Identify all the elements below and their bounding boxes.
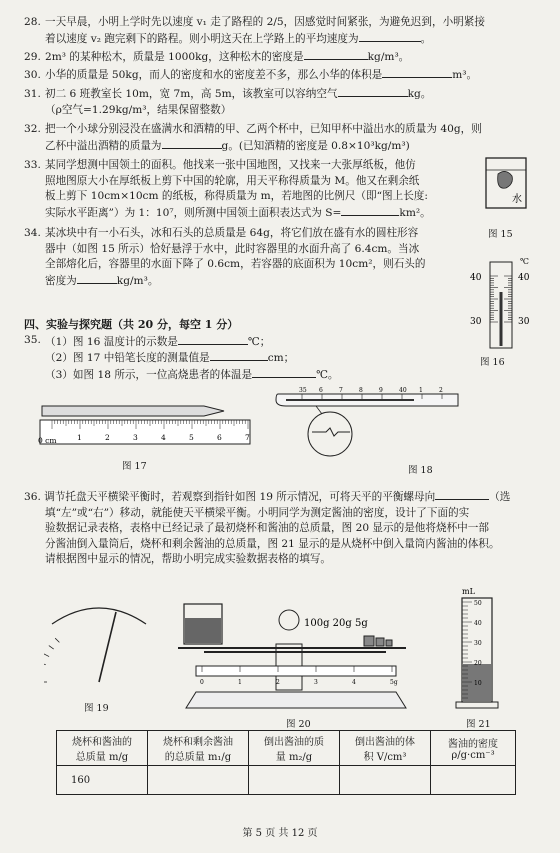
- figure-18-clinical-thermometer: [272, 384, 462, 460]
- tick-label-40-right: 40: [518, 273, 530, 283]
- weight-20g: [376, 638, 384, 646]
- table-cell: 160: [57, 766, 148, 795]
- clinical-tick-label: 9: [379, 387, 383, 394]
- question-28: 28. 一天早晨，小明上学时先以速度 v₁ 走了路程的 2/5，因感觉时间紧张，为避免迟到，小明紧接 着以速度 v₂ 跑完剩下的路程。则小明这天在上学路上的平均速度为 。: [24, 16, 485, 45]
- question-33: 33. 某同学想测中国领土的面积。他找来一张中国地图，又找来一大张厚纸板，他仿 照地图原大小在厚纸板上剪下中国的轮廓，用天平称得质量为 M。他又在剩余纸 板上剪下 10cm×10cm 的纸板，称得质量为 m，若地图的比例尺（即“图上长度: 实际水平距离”）为 1：10⁷，则所测中国领土面积表达式为 S= km²。: [24, 159, 431, 219]
- question-32: 32. 把一个小球分别浸没在盛满水和酒精的甲、乙两个杯中，已知甲杯中溢出水的质量为 40g，则 乙杯中溢出酒精的质量为 g。(已知酒精的密度是 0.8×10³kg/m³): [24, 123, 482, 152]
- ruler-tick-label: 5: [189, 433, 194, 442]
- answer-blank[interactable]: [382, 67, 452, 78]
- question-35: 35. （1）图 16 温度计的示数是 ℃； （2）图 17 中铅笔长度的测量值是 cm； （3）如图 18 所示，一位高烧患者的体温是 ℃。: [24, 334, 339, 381]
- ruler-tick-label: 3: [133, 433, 138, 442]
- clinical-tick-label: 2: [439, 387, 443, 394]
- ruler-zero-label: 0 cm: [38, 436, 57, 445]
- balance-tick-label: 4: [352, 679, 356, 686]
- answer-blank[interactable]: [210, 350, 268, 361]
- answer-blank[interactable]: [77, 273, 117, 284]
- ice-block: [498, 171, 513, 188]
- soy-sauce-in-beaker: [185, 618, 221, 643]
- table-header-cell: 倒出酱油的体 积 V/cm³: [340, 731, 431, 766]
- balance-tick-label: 0: [200, 679, 204, 686]
- balance-tick-label: 3: [314, 679, 318, 686]
- dial-tick: [44, 663, 46, 665]
- figure-15-beaker: [476, 150, 540, 232]
- water-label: 水: [512, 194, 522, 205]
- figure-16-thermometer: [462, 254, 546, 354]
- figure-19-caption: 图 19: [84, 703, 109, 714]
- answer-blank[interactable]: [252, 367, 316, 378]
- table-cell[interactable]: [148, 766, 249, 795]
- cylinder-tick-label: 50: [474, 600, 482, 607]
- clinical-tick-label: 8: [359, 387, 363, 394]
- figure-20-caption: 图 20: [286, 719, 311, 730]
- ruler-tick-label: 7: [245, 433, 250, 442]
- figure-17-caption: 图 17: [122, 461, 147, 472]
- table-header-cell: 倒出酱油的质 量 m₂/g: [249, 731, 340, 766]
- answer-blank[interactable]: [341, 205, 399, 216]
- question-34: 34. 某冰块中有一小石头，冰和石头的总质量是 64g，将它们放在盛有水的圆柱形容 器中（如图 15 所示）恰好悬浮于水中，此时容器里的水面升高了 6.4cm。当冰 全部熔化后，容器里的水面下降了 0.6cm，若容器的底面积为 10cm²，则石头的 密度为 kg/m³。: [24, 227, 426, 287]
- thermometer-unit: ℃: [520, 257, 529, 266]
- ruler-tick-label: 4: [161, 433, 166, 442]
- question-36: 36. 调节托盘天平横梁平衡时，若观察到指针如图 19 所示情况，可将天平的平衡螺母向 （选 填“左”或“右”）移动，就能使天平横梁平衡。小明同学为测定酱油的密度，设计了下面的实 验数据记录表格，表格中已经记录了最初烧杯和酱油的总质量，图 20 显示的是他将烧杯中一部 分酱油倒入量筒后，烧杯和剩余酱油的总质量，图 21 显示的是从烧杯中倒入量筒内酱油的体积。 请根据图中显示的情况，帮助小明完成实验数据表格的填写。: [24, 491, 511, 565]
- ruler-tick-label: 2: [105, 433, 110, 442]
- figure-21-caption: 图 21: [466, 719, 491, 730]
- tick-label-30-left: 30: [470, 317, 482, 327]
- cylinder-unit: mL: [462, 587, 475, 596]
- page-footer: 第 5 页 共 12 页: [242, 828, 318, 839]
- table-header-cell: 烧杯和剩余酱油 的总质量 m₁/g: [148, 731, 249, 766]
- table-header-row: [57, 731, 516, 766]
- pointer-scale: [279, 610, 299, 630]
- ruler-tick-label: 6: [217, 433, 222, 442]
- clinical-tick-label: 6: [319, 387, 323, 394]
- section-4-heading: 四、实验与探究题（共 20 分，每空 1 分）: [24, 318, 239, 331]
- cylinder-tick-label: 30: [474, 640, 482, 647]
- table-cell[interactable]: [431, 766, 516, 795]
- cylinder-tick-label: 40: [474, 620, 482, 627]
- question-31: 31. 初二 6 班教室长 10m，宽 7m，高 5m，该教室可以容纳空气 kg。 （ρ空气=1.29kg/m³，结果保留整数）: [24, 88, 432, 116]
- pencil: [42, 406, 224, 416]
- balance-tick-label: 5g: [390, 679, 398, 686]
- figure-18-caption: 图 18: [408, 465, 433, 476]
- table-cell[interactable]: [340, 766, 431, 795]
- figure-20-balance: [176, 596, 416, 716]
- figure-21-cylinder: [454, 584, 514, 714]
- table-header-cell: 烧杯和酱油的 总质量 m/g: [57, 731, 148, 766]
- table-row: [57, 766, 516, 795]
- data-table: [56, 730, 516, 795]
- balance-pointer: [99, 612, 116, 682]
- dial-tick: [49, 646, 54, 650]
- balance-base: [186, 692, 406, 708]
- magnifier-circle: [308, 412, 352, 456]
- dial-tick: [44, 654, 49, 657]
- dial-ticks: [44, 638, 59, 686]
- tick-label-40-left: 40: [470, 273, 482, 283]
- clinical-tick-label: 40: [399, 387, 407, 394]
- clinical-tick-label: 1: [419, 387, 423, 394]
- dial-arc: [52, 608, 146, 624]
- cylinder-base: [456, 702, 498, 708]
- cylinder-tick-label: 10: [474, 680, 482, 687]
- cylinder-tick-label: 20: [474, 660, 482, 667]
- answer-blank[interactable]: [338, 86, 408, 97]
- figure-19-pointer-dial: [44, 596, 154, 686]
- answer-blank[interactable]: [178, 334, 248, 345]
- answer-blank[interactable]: [359, 31, 421, 42]
- clinical-tick-label: 35: [299, 387, 307, 394]
- figure-15-caption: 图 15: [488, 229, 513, 240]
- balance-tick-label: 2: [276, 679, 280, 686]
- answer-blank[interactable]: [304, 49, 368, 60]
- table-cell[interactable]: [249, 766, 340, 795]
- question-29: 29. 2m³ 的某种松木，质量是 1000kg，这种松木的密度是 kg/m³。: [24, 51, 410, 63]
- dial-tick: [55, 638, 59, 642]
- weight-100g: [364, 636, 374, 646]
- answer-blank[interactable]: [435, 489, 489, 500]
- riding-scale: [196, 666, 396, 676]
- figure-16-caption: 图 16: [480, 357, 505, 368]
- weight-5g: [386, 640, 392, 646]
- pointer-line: [316, 406, 322, 414]
- weights-label: 100g 20g 5g: [304, 618, 368, 629]
- question-30: 30. 小华的质量是 50kg，而人的密度和水的密度差不多，那么小华的体积是 m³。: [24, 69, 478, 81]
- table-header-cell: 酱油的密度 ρ/g·cm⁻³: [431, 731, 516, 766]
- answer-blank[interactable]: [162, 138, 222, 149]
- clinical-tick-label: 7: [339, 387, 343, 394]
- ruler-tick-label: 1: [77, 433, 82, 442]
- balance-tick-label: 1: [238, 679, 242, 686]
- constriction-detail: [312, 428, 350, 436]
- figure-17-ruler-pencil: [36, 398, 256, 450]
- tick-label-30-right: 30: [518, 317, 530, 327]
